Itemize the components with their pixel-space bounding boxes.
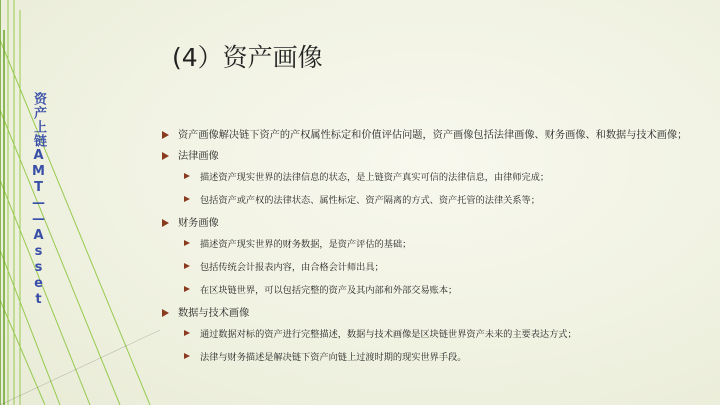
bullet-arrow-icon <box>184 240 190 246</box>
sub-bullet-item: 描述资产现实世界的财务数据，是资产评估的基础； <box>162 237 692 252</box>
bullet-arrow-icon <box>184 353 190 359</box>
bullet-item: 法律画像 <box>162 149 692 164</box>
sub-bullet-item: 包括传统会计报表内容，由合格会计师出具； <box>162 260 692 275</box>
sub-bullet-item: 描述资产现实世界的法律信息的状态，是上链资产真实可信的法律信息，由律师完成； <box>162 170 692 185</box>
bullet-item: 财务画像 <box>162 216 692 231</box>
bullet-arrow-icon <box>162 309 169 317</box>
bullet-arrow-icon <box>162 131 169 139</box>
bullet-arrow-icon <box>184 330 190 336</box>
bullet-arrow-icon <box>184 263 190 269</box>
decorative-lines <box>0 0 160 405</box>
vertical-section-label: 资产上链AMT——Asset <box>31 92 46 308</box>
sub-bullet-item: 法律与财务描述是解决链下资产向链上过渡时期的现实世界手段。 <box>162 350 692 365</box>
sub-bullet-item: 包括资产或产权的法律状态、属性标定、资产隔离的方式、资产托管的法律关系等； <box>162 193 692 208</box>
page-title: (4）资产画像 <box>172 43 323 72</box>
bullet-arrow-icon <box>184 196 190 202</box>
sub-bullet-item: 在区块链世界，可以包括完整的资产及其内部和外部交易账本； <box>162 283 692 298</box>
bullet-arrow-icon <box>162 152 169 160</box>
bullet-arrow-icon <box>162 219 169 227</box>
bullet-list <box>162 128 692 373</box>
bullet-arrow-icon <box>184 173 190 179</box>
bullet-item: 资产画像解决链下资产的产权属性标定和价值评估问题，资产画像包括法律画像、财务画像、和数据与技术画像； <box>162 128 692 143</box>
bullet-arrow-icon <box>184 286 190 292</box>
bullet-item: 数据与技术画像 <box>162 306 692 321</box>
sub-bullet-item: 通过数据对标的资产进行完整描述，数据与技术画像是区块链世界资产未来的主要表达方式； <box>162 327 692 342</box>
